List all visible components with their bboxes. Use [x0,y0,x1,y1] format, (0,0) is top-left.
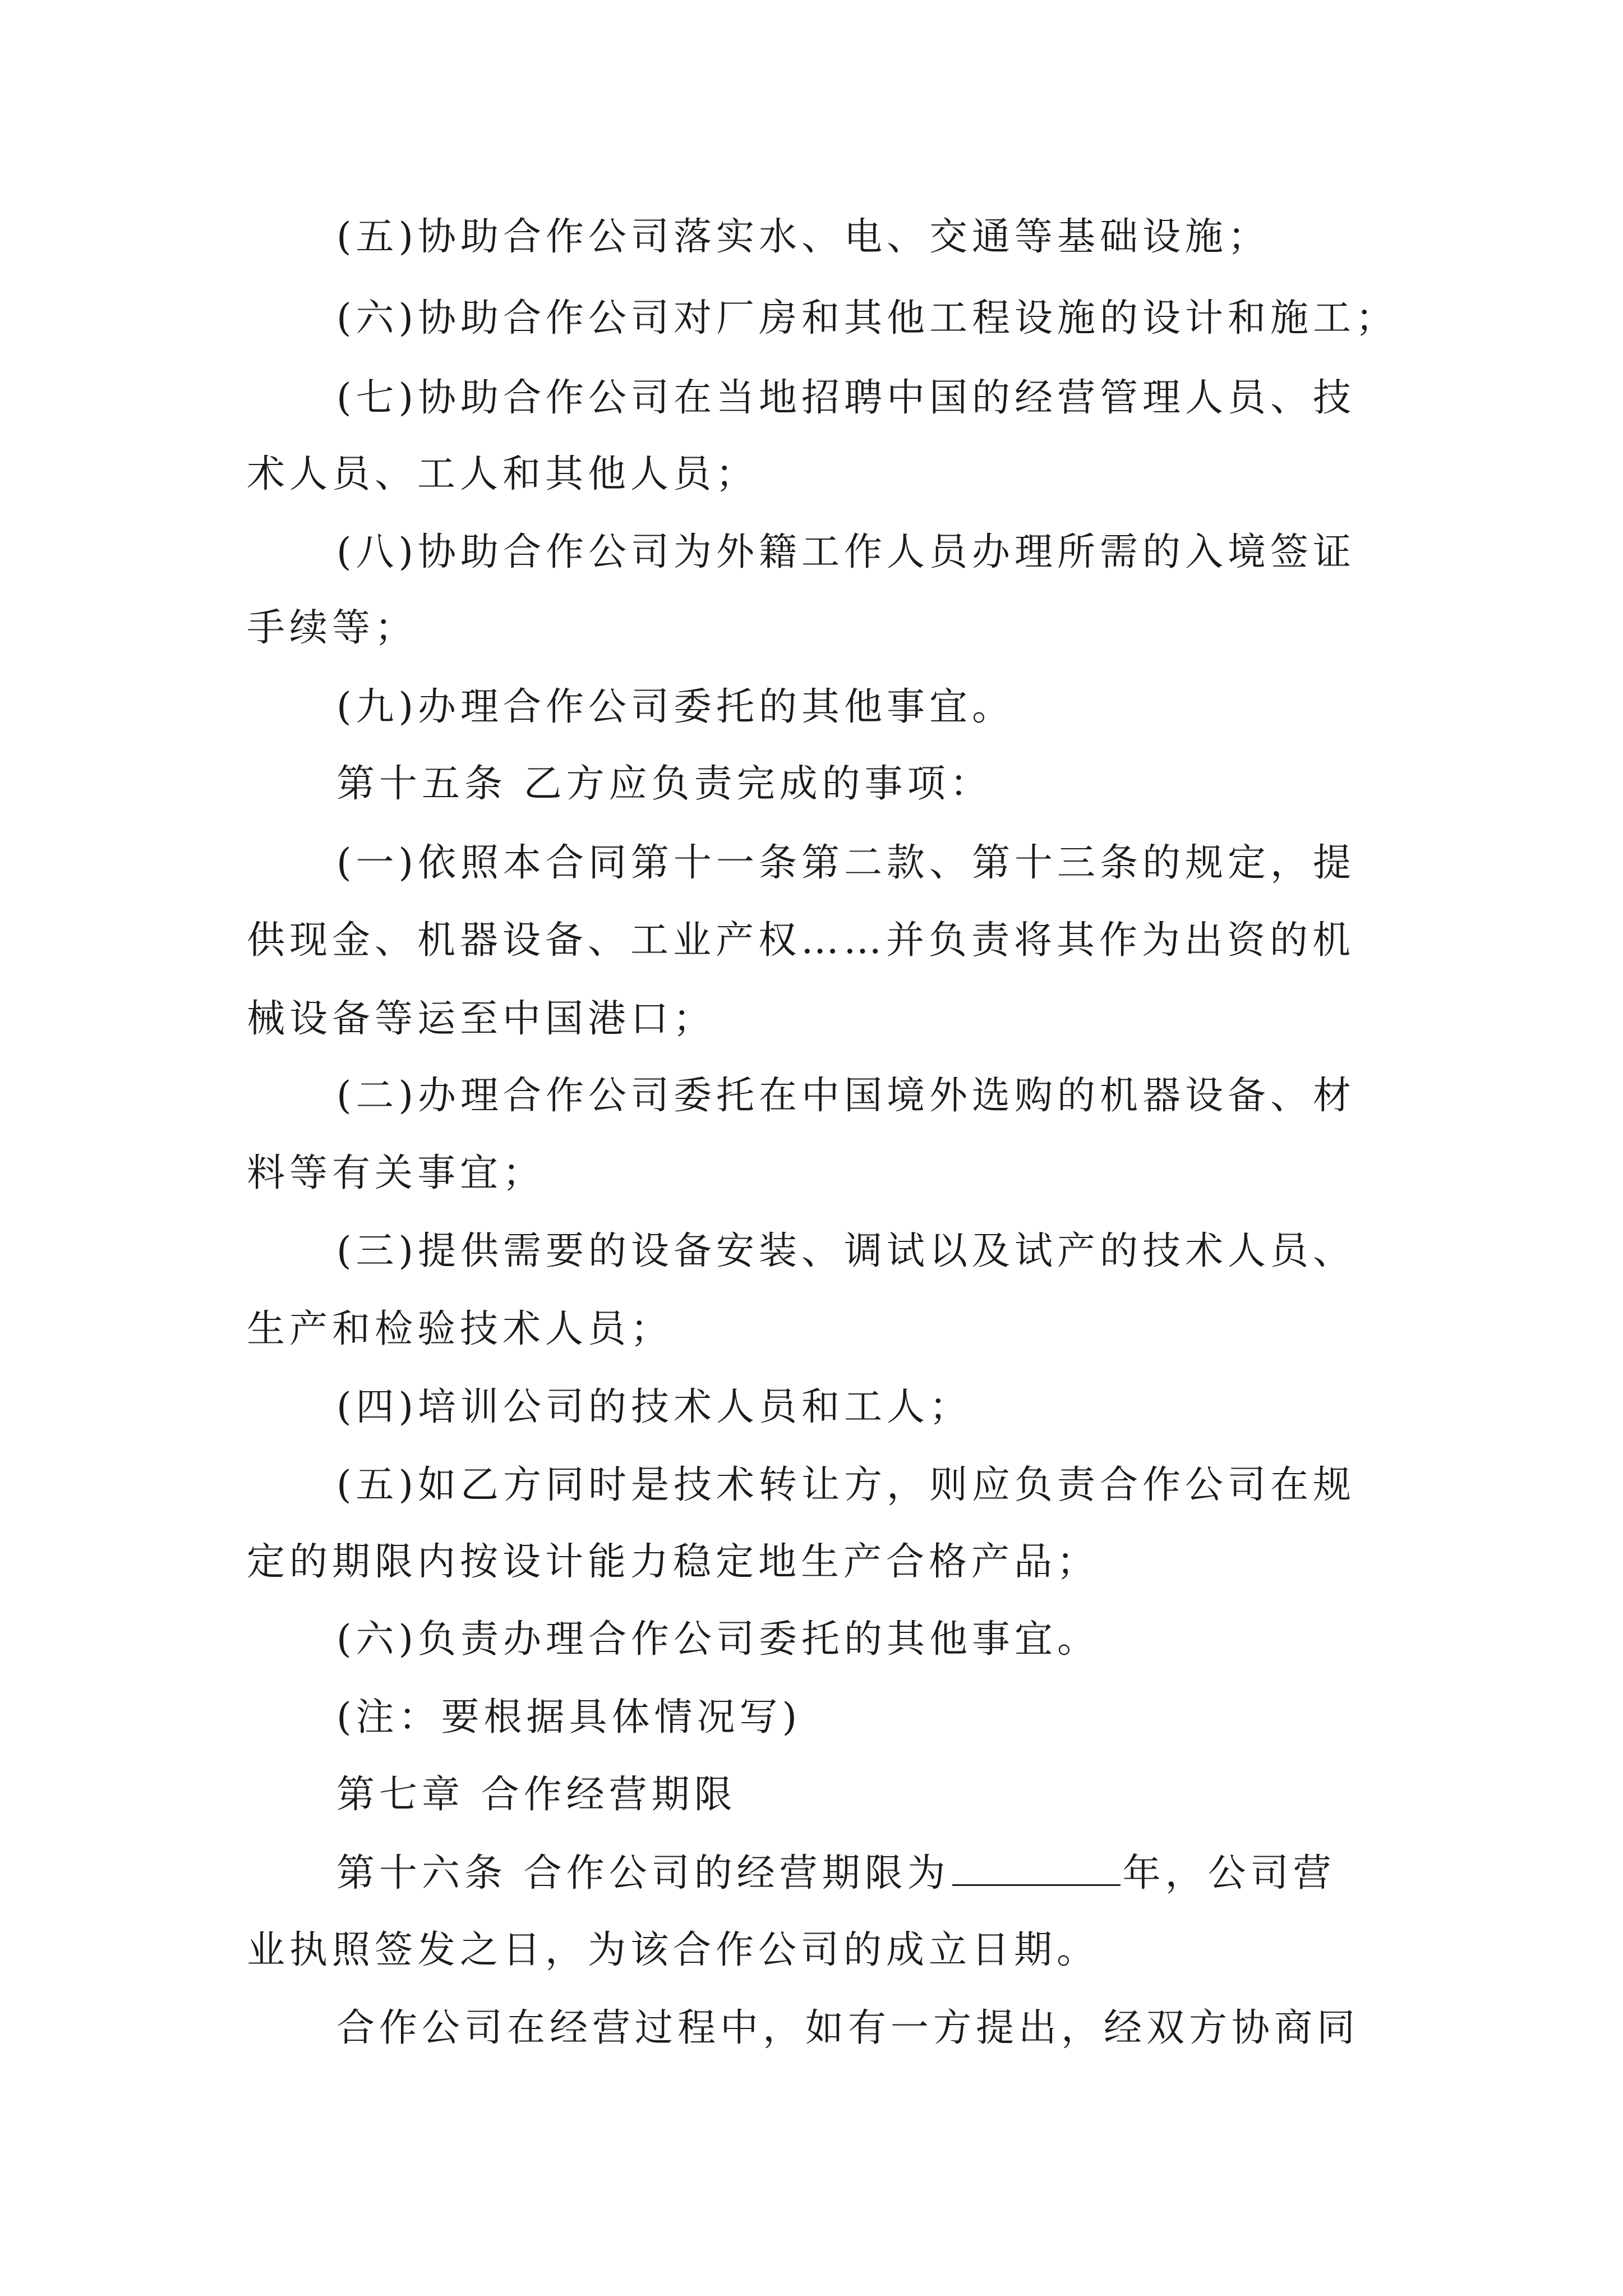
text-line: (一)依照本合同第十一条第二款、第十三条的规定，提 [336,841,1356,885]
text-line: 生产和检验技术人员； [247,1307,674,1351]
text-line: (七)协助合作公司在当地招聘中国的经营管理人员、技 [336,376,1356,420]
text-line: 定的期限内按设计能力稳定地生产合格产品； [247,1540,1100,1584]
text-line: (六)协助合作公司对厂房和其他工程设施的设计和施工； [336,296,1399,341]
text-line: 业执照签发之日，为该合作公司的成立日期。 [247,1928,1100,1972]
text-line: (四)培训公司的技术人员和工人； [336,1385,972,1429]
text-line: 手续等； [247,606,418,650]
text-line: 料等有关事宜； [247,1151,546,1195]
text-line: 械设备等运至中国港口； [247,997,716,1041]
term-line [336,1845,1385,1901]
text-line: (五)如乙方同时是技术转让方，则应负责合作公司在规 [336,1463,1356,1507]
text-line: (九)办理合作公司委托的其他事宜。 [336,685,1015,729]
text-line: 供现金、机器设备、工业产权……并负责将其作为出资的机 [247,918,1355,963]
term-line-after: 年，公司营 [1122,1851,1336,1895]
text-line: (三)提供需要的设备安装、调试以及试产的技术人员、 [336,1229,1356,1273]
section-heading: 第七章 合作经营期限 [336,1773,737,1817]
text-line: (八)协助合作公司为外籍工作人员办理所需的入境签证 [336,530,1356,574]
text-line: 术人员、工人和其他人员； [247,452,759,496]
term-years-blank[interactable] [952,1845,1121,1886]
text-line: 合作公司在经营过程中，如有一方提出，经双方协商同 [336,2006,1360,2050]
text-line: (五)协助合作公司落实水、电、交通等基础设施； [336,215,1271,259]
text-line: (二)办理合作公司委托在中国境外选购的机器设备、材 [336,1074,1356,1118]
term-line-before: 第十六条 合作公司的经营期限为 [336,1851,950,1895]
text-line: (六)负责办理合作公司委托的其他事宜。 [336,1617,1100,1662]
text-line: 第十五条 乙方应负责完成的事项： [336,762,993,806]
text-line: (注：要根据具体情况写) [336,1695,802,1740]
